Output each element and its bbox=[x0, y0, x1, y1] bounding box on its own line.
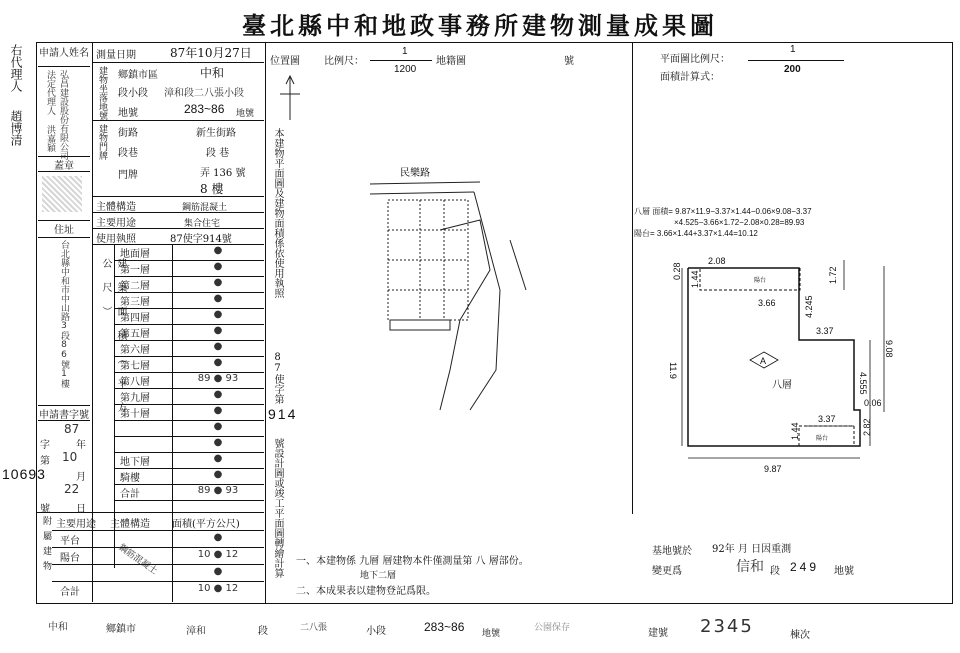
footer-section-hand: 漳和 bbox=[186, 626, 206, 637]
location-scale-num: 1 bbox=[402, 46, 408, 57]
floor-row-value: ● bbox=[213, 421, 223, 432]
lot-value: 283~86 bbox=[184, 102, 225, 116]
footer-lot-label: 地號 bbox=[482, 629, 501, 639]
agent-name: 趙博清 bbox=[9, 110, 23, 146]
floor-row-value: 89 ● 93 bbox=[197, 485, 239, 496]
seal-stamp bbox=[42, 176, 82, 212]
location-sheet-suffix: 號 bbox=[564, 56, 574, 67]
footer-lot: 283~86 bbox=[424, 620, 465, 634]
floor-row-name: 第二層 bbox=[120, 281, 150, 292]
footer-township-hand: 中和 bbox=[48, 622, 68, 633]
svg-text:2.82: 2.82 bbox=[862, 418, 872, 436]
base-lot-section: 信和 bbox=[736, 559, 764, 575]
street-value: 新生街路 bbox=[196, 128, 236, 139]
attached-row-divider bbox=[52, 547, 264, 548]
plan-calc-label: 面積計算式： bbox=[660, 72, 720, 83]
address-label: 住址 bbox=[38, 220, 90, 238]
location-map-label: 位置圖 bbox=[270, 56, 300, 67]
application-label: 申請書字號 bbox=[38, 405, 90, 421]
floor-row-divider bbox=[114, 500, 264, 501]
footer-building-label: 建號 bbox=[648, 628, 668, 639]
application-word: 字 bbox=[40, 440, 50, 451]
lot-label: 地號 bbox=[118, 108, 138, 119]
street-label: 街路 bbox=[118, 128, 138, 139]
footer-township-label: 鄉鎮市 bbox=[106, 624, 136, 635]
floor-row-name: 第一層 bbox=[120, 265, 150, 276]
floor-row-name: 地下層 bbox=[120, 457, 150, 468]
structure-value: 鋼筋混凝土 bbox=[182, 203, 228, 213]
attached-col1: 主要用途 bbox=[56, 519, 96, 530]
floor-row-name: 騎樓 bbox=[120, 473, 140, 484]
location-scale-label: 比例尺： bbox=[324, 56, 364, 67]
floor-row-value: ● bbox=[213, 437, 223, 448]
attached-row-value: ● bbox=[213, 566, 223, 577]
application-month: 10 bbox=[62, 450, 78, 464]
attached-col3: 面積(平方公尺) bbox=[172, 519, 240, 530]
floor-row-value: ● bbox=[213, 453, 223, 464]
location-scale-den: 1200 bbox=[394, 64, 417, 75]
floor-row-value: ● bbox=[213, 245, 223, 256]
note-1: 一、本建物係 九層 層建物本件僅測量第 八 層部份。 bbox=[296, 556, 529, 567]
plan-scale-num: 1 bbox=[790, 44, 796, 55]
base-lot-date: 92年 月 日因重測 bbox=[712, 544, 792, 555]
attached-row-value: 10 ● 12 bbox=[197, 583, 239, 594]
attached-row-divider bbox=[52, 530, 264, 531]
footer-section-label: 段 bbox=[258, 626, 268, 637]
township-label: 鄉鎮市區 bbox=[118, 70, 158, 81]
floor-row-name: 地面層 bbox=[120, 249, 150, 260]
plan-scale-label: 平面圖比例尺： bbox=[660, 54, 730, 65]
lane-label: 段巷 bbox=[118, 148, 138, 159]
note-1-sub: 地下二層 bbox=[360, 571, 397, 581]
attached-row-use: 合計 bbox=[60, 587, 80, 598]
road-label: 民樂路 bbox=[400, 168, 430, 179]
floor-row-name: 第三層 bbox=[120, 297, 150, 308]
svg-text:4.555: 4.555 bbox=[858, 372, 868, 395]
application-year: 87 bbox=[64, 422, 80, 436]
application-month-label: 月 bbox=[76, 472, 86, 483]
application-year-label: 年 bbox=[76, 440, 86, 451]
attached-row-value: 10 ● 12 bbox=[197, 549, 239, 560]
note-2: 二、本成果表以建物登記爲限。 bbox=[296, 586, 436, 597]
floor-row-name: 第八層 bbox=[120, 377, 150, 388]
floor-row-value: ● bbox=[213, 469, 223, 480]
seal-label: 蓋章 bbox=[38, 156, 90, 172]
license-label: 使用執照 bbox=[96, 234, 136, 245]
svg-text:陽台: 陽台 bbox=[754, 278, 767, 284]
svg-text:4.245: 4.245 bbox=[804, 295, 814, 318]
attached-row-use: 陽台 bbox=[60, 553, 80, 564]
area-group-label: 建築面積（平方公尺） bbox=[100, 258, 126, 426]
agent-label: 右代理人 bbox=[9, 44, 23, 92]
use-label: 主要用途 bbox=[96, 218, 136, 229]
document-title: 臺北縣中和地政事務所建物測量成果圖 bbox=[242, 11, 718, 40]
floor-plan-drawing bbox=[664, 240, 904, 480]
floor-value: 8 樓 bbox=[200, 182, 224, 196]
base-lot-section-label: 段 bbox=[770, 566, 780, 577]
base-lot-number: 249 bbox=[790, 560, 820, 574]
svg-text:0.28: 0.28 bbox=[672, 262, 682, 280]
svg-text:9.87: 9.87 bbox=[764, 464, 782, 474]
floor-row-value: ● bbox=[213, 405, 223, 416]
attached-col2: 主體構造 bbox=[110, 519, 150, 530]
vertical-note-2: 號設計圖或竣工平面圖轉繪計算 bbox=[272, 438, 283, 578]
svg-text:八層: 八層 bbox=[772, 380, 792, 391]
applicant-name: 弘昌建設股份有限公司 法定代理人 洪嘉穎 bbox=[45, 70, 68, 160]
floor-row-value: ● bbox=[213, 277, 223, 288]
svg-text:1.44: 1.44 bbox=[690, 270, 700, 288]
application-day: 22 bbox=[64, 482, 80, 496]
floor-row-name: 第七層 bbox=[120, 361, 150, 372]
area-calc-line: ×4.525−3.66×1.72−2.08×0.28=89.93 bbox=[674, 218, 805, 227]
floor-row-value: ● bbox=[213, 325, 223, 336]
attached-label: 附屬建物 bbox=[41, 516, 51, 576]
floor-row-value: ● bbox=[213, 309, 223, 320]
svg-text:陽台: 陽台 bbox=[816, 436, 829, 442]
base-lot-change: 變更爲 bbox=[652, 566, 682, 577]
attached-row-divider bbox=[52, 564, 264, 565]
use-value: 集合住宅 bbox=[184, 219, 221, 229]
area-calc-line: 八層 面積= 9.87×11.9−3.37×1.44−0.06×9.08−3.37 bbox=[634, 207, 812, 216]
floor-row-name: 第九層 bbox=[120, 393, 150, 404]
attached-row-use: 平台 bbox=[60, 536, 80, 547]
footer-subsection-label: 小段 bbox=[366, 626, 386, 637]
location-map-drawing bbox=[280, 70, 540, 420]
license-vertical: 87使字第 bbox=[272, 352, 283, 404]
footer-building-no: 2345 bbox=[700, 616, 754, 637]
application-serial: 10693 bbox=[2, 466, 46, 482]
area-calc-line: 陽台= 3.66×1.44+3.37×1.44=10.12 bbox=[634, 229, 758, 238]
area-calc bbox=[634, 206, 812, 239]
structure-label: 主體構造 bbox=[96, 202, 136, 213]
applicant-address: 台北縣中和市中山路3段86號1樓 bbox=[59, 240, 69, 388]
svg-text:11.9: 11.9 bbox=[668, 362, 678, 379]
number-label: 門牌 bbox=[118, 170, 138, 181]
floor-row-value: ● bbox=[213, 341, 223, 352]
base-lot-label: 基地號於 bbox=[652, 546, 692, 557]
plan-scale-den: 200 bbox=[784, 64, 801, 75]
svg-text:2.08: 2.08 bbox=[708, 256, 726, 266]
applicant-label: 申請人姓名 bbox=[38, 44, 90, 67]
base-lot-number-label: 地號 bbox=[834, 566, 854, 577]
location-group-label: 建物坐落地號 bbox=[97, 66, 107, 120]
license-number: 914 bbox=[268, 406, 298, 422]
svg-text:3.37: 3.37 bbox=[816, 326, 834, 336]
floor-row-value: ● bbox=[213, 389, 223, 400]
svg-text:3.66: 3.66 bbox=[758, 298, 776, 308]
floor-row-value: 89 ● 93 bbox=[197, 373, 239, 384]
application-day-label: 日 bbox=[76, 504, 86, 515]
application-number-label: 號 bbox=[40, 504, 50, 515]
floor-row-name: 第六層 bbox=[120, 345, 150, 356]
floor-row-value: ● bbox=[213, 261, 223, 272]
floor-row-value: ● bbox=[213, 357, 223, 368]
section-label: 段小段 bbox=[118, 88, 148, 99]
svg-text:3.37: 3.37 bbox=[818, 414, 836, 424]
number-value: 弄 136 號 bbox=[200, 168, 246, 179]
lane-value: 段 巷 bbox=[206, 148, 230, 159]
vertical-note: 本建物平面圖及建物面積係依使用執照 bbox=[272, 128, 283, 298]
section-value: 漳和段二八張小段 bbox=[164, 88, 244, 99]
footer-suffix: 棟次 bbox=[790, 630, 810, 641]
location-sheet-label: 地籍圖 bbox=[436, 56, 466, 67]
floor-row-name: 第五層 bbox=[120, 329, 150, 340]
township-value: 中和 bbox=[200, 66, 225, 80]
floor-row-name: 合計 bbox=[120, 489, 140, 500]
license-value: 87使字914號 bbox=[170, 234, 232, 245]
svg-text:1.44: 1.44 bbox=[790, 422, 800, 440]
floor-row-value: ● bbox=[213, 293, 223, 304]
svg-text:0.06: 0.06 bbox=[864, 398, 882, 408]
footer-stamp: 公園保存 bbox=[534, 623, 571, 633]
svg-text:1.72: 1.72 bbox=[828, 266, 838, 284]
floor-row-name: 第十層 bbox=[120, 409, 150, 420]
lot-suffix: 地號 bbox=[236, 109, 255, 119]
survey-date-label: 測量日期 bbox=[96, 50, 136, 61]
footer-subsection-hand: 二八張 bbox=[300, 623, 328, 633]
door-group-label: 建物門牌 bbox=[97, 124, 107, 160]
svg-text:A: A bbox=[760, 356, 767, 366]
attached-row-value: ● bbox=[213, 532, 223, 543]
svg-text:9.08: 9.08 bbox=[884, 340, 894, 358]
attached-row-divider bbox=[52, 581, 264, 582]
floor-row-name: 第四層 bbox=[120, 313, 150, 324]
survey-date-value: 87年10月27日 bbox=[170, 46, 252, 60]
attached-structure: 鋼筋混凝土 bbox=[116, 542, 159, 577]
